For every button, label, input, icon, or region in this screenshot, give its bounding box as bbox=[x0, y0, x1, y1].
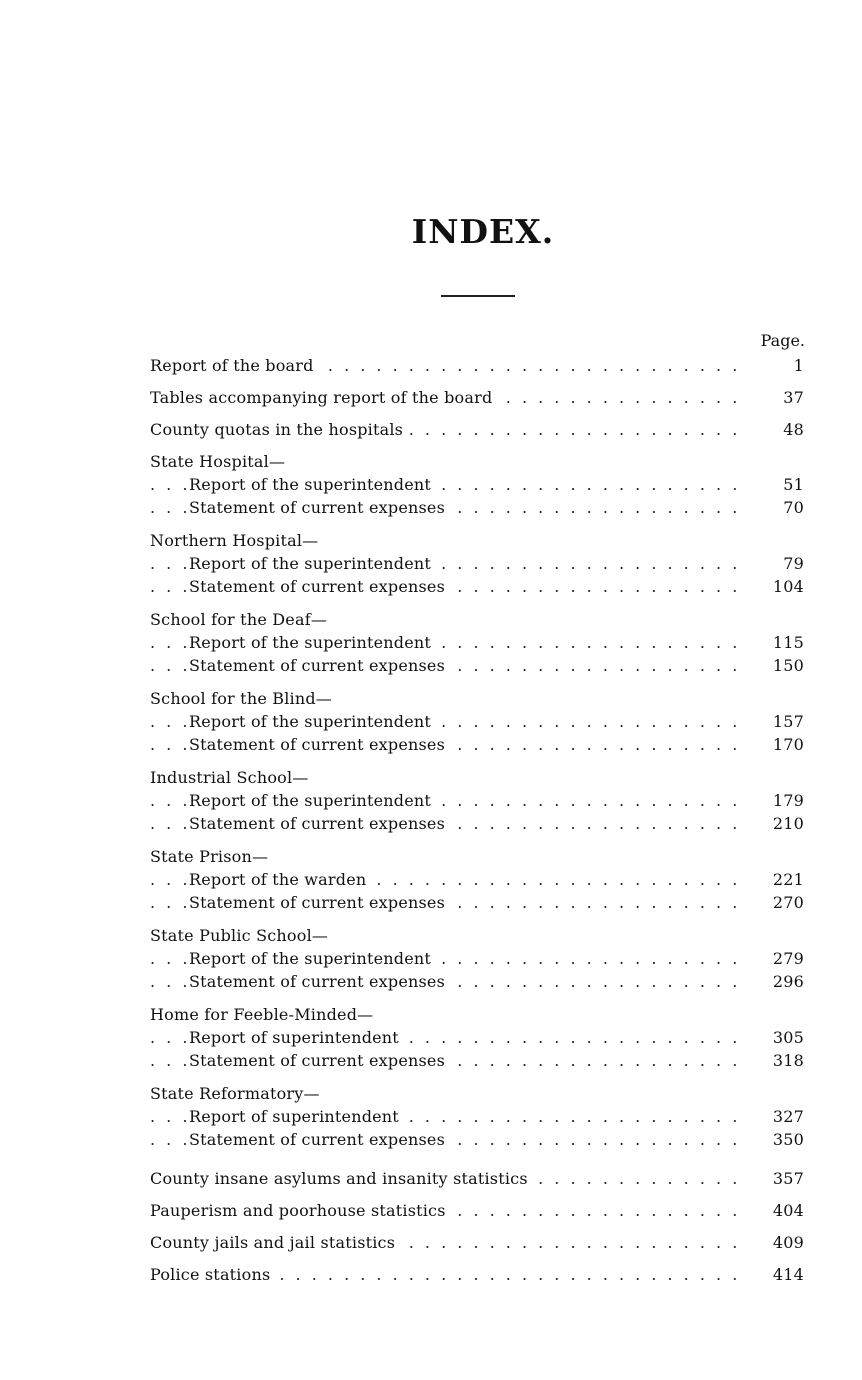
entry-label: Report of the superintendent bbox=[189, 633, 432, 652]
entry-label: Report of the superintendent bbox=[189, 949, 432, 968]
section-heading: State Prison— bbox=[150, 847, 269, 866]
index-entry[interactable] bbox=[150, 496, 804, 519]
index-entry[interactable] bbox=[150, 710, 804, 733]
entry-page: 150 bbox=[748, 654, 804, 677]
index-entry[interactable] bbox=[150, 812, 804, 835]
index-entry[interactable] bbox=[150, 891, 804, 914]
entry-label: Statement of current expenses bbox=[189, 656, 445, 675]
entry-page: 350 bbox=[748, 1128, 804, 1151]
index-entry[interactable] bbox=[150, 386, 804, 409]
entry-page: 305 bbox=[748, 1026, 804, 1049]
entry-label: Report of the superintendent bbox=[189, 554, 432, 573]
entry-page: 104 bbox=[748, 575, 804, 598]
index-entry[interactable] bbox=[150, 789, 804, 812]
page-title: INDEX. bbox=[411, 212, 555, 251]
entry-label: Tables accompanying report of the board bbox=[150, 388, 493, 407]
section-heading: Home for Feeble-Minded— bbox=[150, 1005, 374, 1024]
entry-page: 279 bbox=[748, 947, 804, 970]
entry-page: 48 bbox=[748, 418, 804, 441]
page-column-header: Page. bbox=[760, 331, 805, 350]
index-entry[interactable] bbox=[150, 1263, 804, 1286]
index-entry[interactable] bbox=[150, 473, 804, 496]
index-entry[interactable] bbox=[150, 868, 804, 891]
index-entry[interactable] bbox=[150, 552, 804, 575]
entry-page: 79 bbox=[748, 552, 804, 575]
entry-label: Report of superintendent bbox=[189, 1028, 399, 1047]
section-heading: School for the Deaf— bbox=[150, 610, 328, 629]
section-heading: Northern Hospital— bbox=[150, 531, 319, 550]
entry-label: Statement of current expenses bbox=[189, 1051, 445, 1070]
entry-label: Statement of current expenses bbox=[189, 814, 445, 833]
section-heading: State Hospital— bbox=[150, 452, 286, 471]
entry-label: County insane asylums and insanity statistics bbox=[150, 1169, 528, 1188]
entry-page: 357 bbox=[748, 1167, 804, 1190]
entry-page: 1 bbox=[748, 354, 804, 377]
entry-page: 270 bbox=[748, 891, 804, 914]
section-heading: School for the Blind— bbox=[150, 689, 333, 708]
index-entry[interactable] bbox=[150, 733, 804, 756]
entry-page: 409 bbox=[748, 1231, 804, 1254]
entry-page: 179 bbox=[748, 789, 804, 812]
entry-page: 115 bbox=[748, 631, 804, 654]
index-entry[interactable] bbox=[150, 654, 804, 677]
index-entry[interactable] bbox=[150, 1231, 804, 1254]
entry-label: Statement of current expenses bbox=[189, 498, 445, 517]
entry-label: Statement of current expenses bbox=[189, 577, 445, 596]
section-heading: Industrial School— bbox=[150, 768, 309, 787]
entry-label: Report of superintendent bbox=[189, 1107, 399, 1126]
index-entry[interactable] bbox=[150, 970, 804, 993]
entry-label: Statement of current expenses bbox=[189, 893, 445, 912]
entry-label: Pauperism and poorhouse statistics bbox=[150, 1201, 446, 1220]
index-entries bbox=[150, 354, 804, 1286]
entry-page: 51 bbox=[748, 473, 804, 496]
entry-page: 170 bbox=[748, 733, 804, 756]
entry-page: 414 bbox=[748, 1263, 804, 1286]
entry-page: 221 bbox=[748, 868, 804, 891]
entry-page: 210 bbox=[748, 812, 804, 835]
index-entry[interactable] bbox=[150, 1199, 804, 1222]
title-rule bbox=[441, 295, 515, 297]
index-entry[interactable] bbox=[150, 1167, 804, 1190]
index-entry[interactable] bbox=[150, 1128, 804, 1151]
entry-page: 318 bbox=[748, 1049, 804, 1072]
entry-label: Statement of current expenses bbox=[189, 735, 445, 754]
entry-page: 296 bbox=[748, 970, 804, 993]
index-entry[interactable] bbox=[150, 1105, 804, 1128]
entry-label: County quotas in the hospitals bbox=[150, 420, 404, 439]
entry-label: Statement of current expenses bbox=[189, 1130, 445, 1149]
entry-page: 404 bbox=[748, 1199, 804, 1222]
entry-label: Statement of current expenses bbox=[189, 972, 445, 991]
index-entry[interactable] bbox=[150, 354, 804, 377]
entry-label: Report of the board bbox=[150, 356, 314, 375]
index-entry[interactable] bbox=[150, 1026, 804, 1049]
entry-label: County jails and jail statistics bbox=[150, 1233, 396, 1252]
entry-label: Report of the superintendent bbox=[189, 712, 432, 731]
entry-label: Report of the warden bbox=[189, 870, 367, 889]
entry-page: 327 bbox=[748, 1105, 804, 1128]
index-entry[interactable] bbox=[150, 947, 804, 970]
index-entry[interactable] bbox=[150, 631, 804, 654]
entry-label: Report of the superintendent bbox=[189, 791, 432, 810]
index-entry[interactable] bbox=[150, 1049, 804, 1072]
section-heading: State Public School— bbox=[150, 926, 329, 945]
entry-page: 70 bbox=[748, 496, 804, 519]
entry-label: Police stations bbox=[150, 1265, 271, 1284]
entry-page: 157 bbox=[748, 710, 804, 733]
section-heading: State Reformatory— bbox=[150, 1084, 320, 1103]
index-entry[interactable] bbox=[150, 575, 804, 598]
entry-page: 37 bbox=[748, 386, 804, 409]
index-entry[interactable] bbox=[150, 418, 804, 441]
entry-label: Report of the superintendent bbox=[189, 475, 432, 494]
